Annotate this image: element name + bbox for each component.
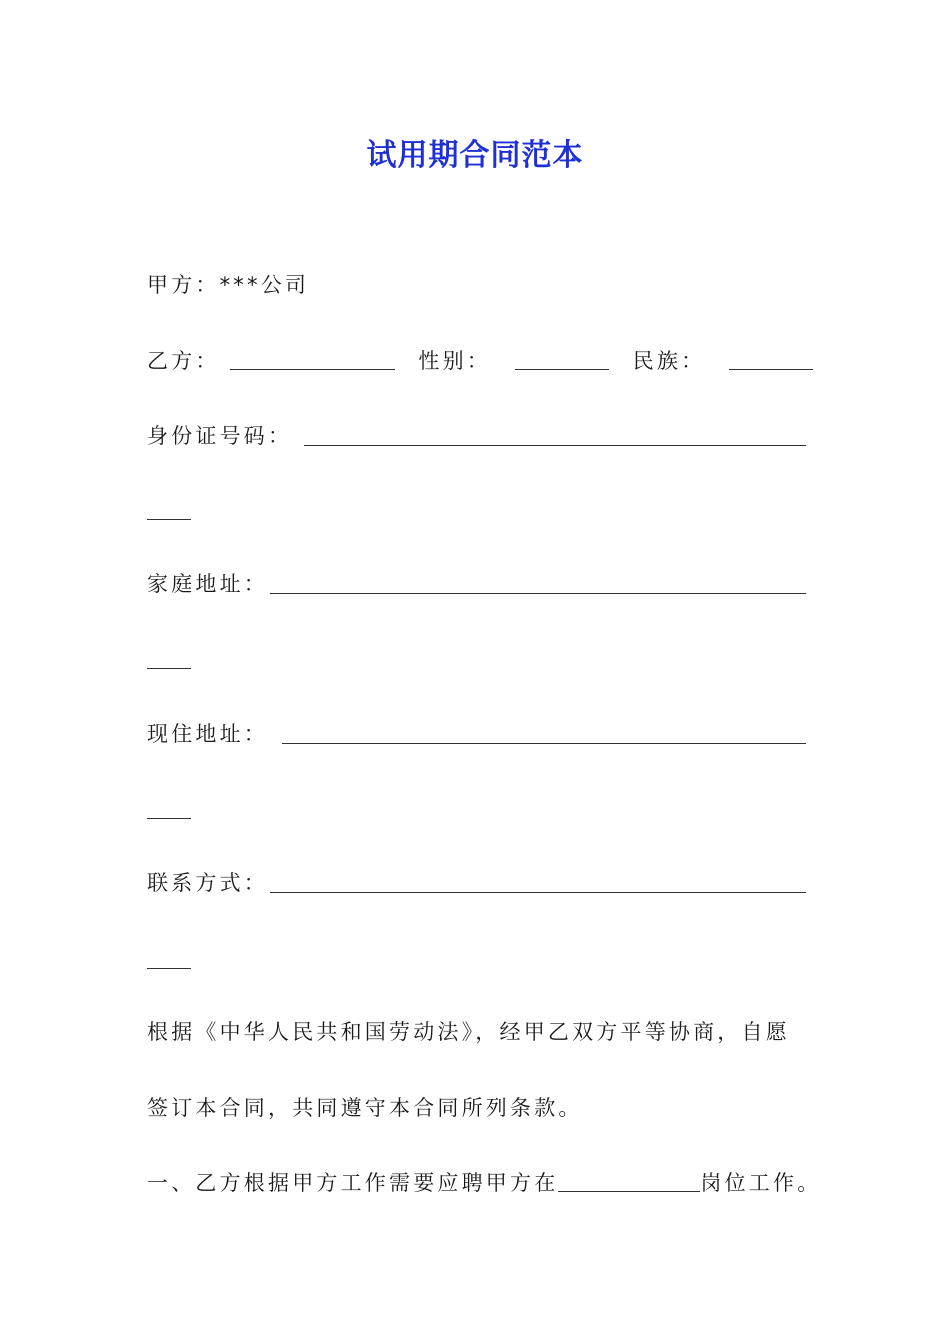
current-address-label: 现住地址： <box>147 722 268 746</box>
current-address-field-continuation <box>147 817 191 819</box>
contact-label: 联系方式： <box>147 871 268 895</box>
id-number-label: 身份证号码： <box>147 424 293 448</box>
party-b-line <box>147 345 813 376</box>
home-address-line <box>147 569 268 599</box>
position-field[interactable] <box>558 1169 700 1192</box>
paragraph-1-line-1: 根据《中华人民共和国劳动法》，经甲乙双方平等协商，自愿 <box>147 1020 790 1044</box>
clause-1-line <box>147 1167 821 1198</box>
party-a-line: 甲方：***公司 <box>147 273 310 297</box>
id-number-line <box>147 421 292 451</box>
ethnicity-label: 民族： <box>632 349 706 373</box>
home-address-field[interactable] <box>270 592 806 594</box>
document-title: 试用期合同范本 <box>366 138 584 173</box>
clause-1-prefix: 一、乙方根据甲方工作需要应聘甲方在 <box>147 1171 559 1195</box>
party-b-name-field[interactable] <box>230 347 395 370</box>
paragraph-1-line-2: 签订本合同，共同遵守本合同所列条款。 <box>147 1096 583 1120</box>
contact-field-continuation <box>147 967 191 969</box>
ethnicity-field[interactable] <box>729 347 813 370</box>
gender-field[interactable] <box>515 347 609 370</box>
contact-line <box>147 868 268 898</box>
clause-1-suffix: 岗位工作。 <box>700 1171 822 1195</box>
current-address-field[interactable] <box>282 742 806 744</box>
id-number-field[interactable] <box>304 444 806 446</box>
id-number-field-continuation <box>147 518 191 520</box>
current-address-line <box>147 719 268 749</box>
party-b-label: 乙方： <box>147 349 220 373</box>
contact-field[interactable] <box>270 891 806 893</box>
gender-label: 性别： <box>418 349 491 373</box>
home-address-label: 家庭地址： <box>147 572 268 596</box>
home-address-field-continuation <box>147 667 191 669</box>
